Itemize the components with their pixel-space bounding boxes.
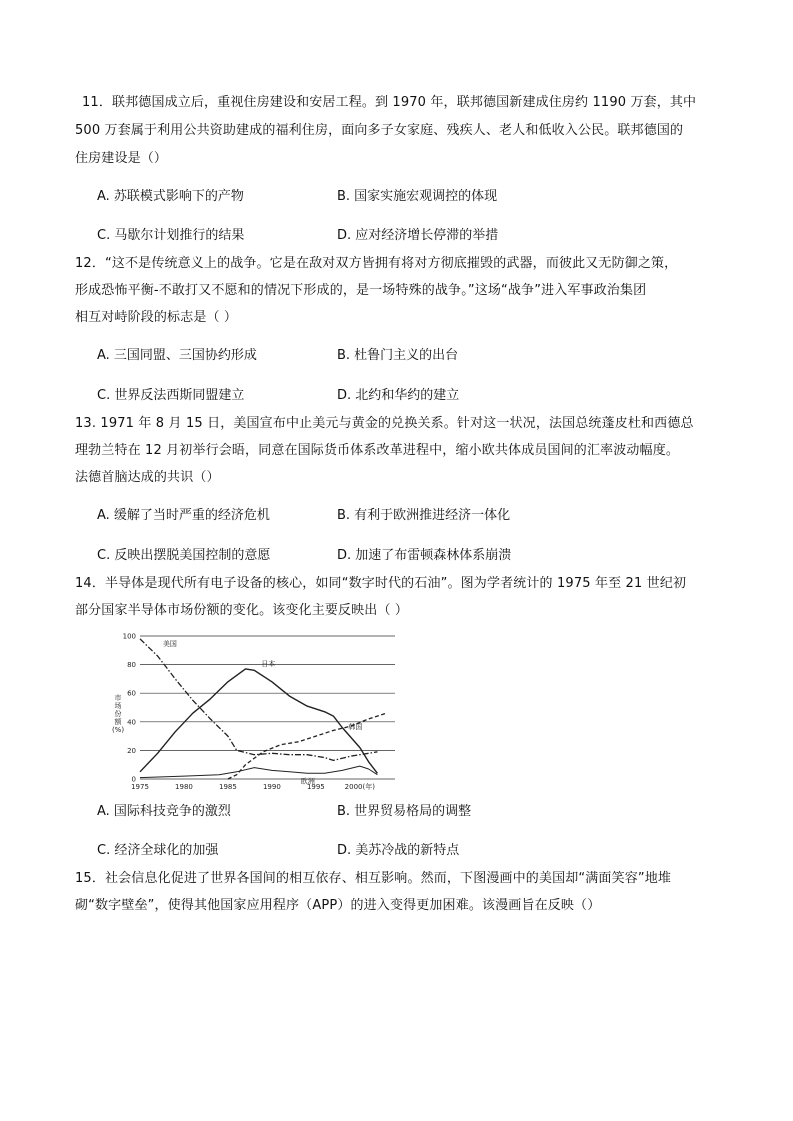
y-tick-label: 0	[131, 775, 136, 784]
q12-option-c[interactable]: C. 世界反法西斯同盟建立	[97, 388, 245, 403]
chart-y-axis-label	[112, 693, 124, 734]
q12-option-d[interactable]: D. 北约和华约的建立	[337, 388, 460, 403]
series-label-2: 韩国	[348, 722, 363, 731]
series-line-3	[140, 766, 377, 778]
q13-stem-line-3: 法德首脑达成的共识（）	[75, 470, 220, 485]
series-line-0	[140, 639, 377, 761]
q14-option-b[interactable]: B. 世界贸易格局的调整	[337, 804, 472, 819]
x-tick-label: 1985	[219, 783, 237, 791]
y-tick-label: 40	[127, 718, 136, 727]
series-line-1	[140, 669, 377, 773]
q11-stem-line-1: 11．联邦德国成立后，重视住房建设和安居工程。到 1970 年，联邦德国新建成住房约 1190 万套，其中	[82, 95, 697, 110]
chart-x-ticks	[131, 782, 375, 791]
q15-stem-line-1: 15．社会信息化促进了世界各国间的相互依存、相互影响。然而，下图漫画中的美国却“满面笑容”地堆	[75, 871, 672, 886]
x-tick-label: 1995	[306, 783, 325, 791]
series-label-1: 日本	[261, 660, 276, 669]
q11-option-d[interactable]: D. 应对经济增长停滞的举措	[337, 228, 499, 243]
chart-series-labels	[163, 639, 363, 785]
q15-stem-line-2: 砌“数字壁垒”，使得其他国家应用程序（APP）的进入变得更加困难。该漫画旨在反映（）	[75, 898, 601, 913]
q12-stem-line-2: 形成恐怖平衡-不敢打又不愿和的情况下形成的，是一场特殊的战争。”这场“战争”进入军事政治集团	[75, 283, 647, 298]
y-tick-label: 20	[127, 746, 136, 755]
q11-option-a[interactable]: A. 苏联模式影响下的产物	[97, 189, 244, 204]
q13-option-c[interactable]: C. 反映出摆脱美国控制的意愿	[97, 548, 271, 563]
x-tick-label: 1990	[262, 783, 281, 791]
q13-stem-line-1: 13. 1971 年 8 月 15 日，美国宣布中止美元与黄金的兑换关系。针对这一状况，法国总统蓬皮杜和西德总	[75, 416, 694, 431]
series-line-2	[228, 713, 386, 779]
chart-y-ticks	[123, 633, 136, 784]
q11-stem-line-3: 住房建设是（）	[75, 151, 168, 166]
semiconductor-share-chart	[110, 628, 410, 793]
series-label-3: 欧洲	[300, 777, 315, 786]
q14-option-d[interactable]: D. 美苏冷战的新特点	[337, 843, 460, 858]
q12-option-a[interactable]: A. 三国同盟、三国协约形成	[97, 348, 257, 363]
y-axis-label: 市场份额(%)	[111, 694, 125, 734]
x-tick-label: 1980	[175, 783, 193, 791]
q12-stem-line-1: 12．“这不是传统意义上的战争。它是在敌对双方皆拥有将对方彻底摧毁的武器，而彼此又无防御之策，	[75, 256, 678, 271]
q14-stem-line-1: 14．半导体是现代所有电子设备的核心，如同“数字时代的石油”。图为学者统计的 1975 年至 21 世纪初	[75, 576, 687, 591]
q14-option-c[interactable]: C. 经济全球化的加强	[97, 843, 219, 858]
x-tick-label: 1975	[131, 783, 149, 791]
y-tick-label: 60	[127, 689, 136, 698]
q13-option-d[interactable]: D. 加速了布雷顿森林体系崩溃	[337, 548, 512, 563]
q12-stem-line-3: 相互对峙阶段的标志是（ ）	[75, 310, 238, 325]
q11-option-b[interactable]: B. 国家实施宏观调控的体现	[337, 189, 498, 204]
q11-option-c[interactable]: C. 马歇尔计划推行的结果	[97, 228, 245, 243]
q13-option-a[interactable]: A. 缓解了当时严重的经济危机	[97, 508, 270, 523]
y-tick-label: 80	[127, 661, 136, 670]
y-tick-label: 100	[122, 632, 136, 641]
chart-grid	[140, 636, 395, 779]
q14-stem-line-2: 部分国家半导体市场份额的变化。该变化主要反映出（ ）	[75, 603, 409, 618]
q12-option-b[interactable]: B. 杜鲁门主义的出台	[337, 348, 459, 363]
series-label-0: 美国	[162, 640, 177, 649]
q13-option-b[interactable]: B. 有利于欧洲推进经济一体化	[337, 508, 511, 523]
x-tick-label: 2000(年)	[344, 783, 375, 791]
q14-option-a[interactable]: A. 国际科技竞争的激烈	[97, 804, 231, 819]
q11-stem-line-2: 500 万套属于利用公共资助建成的福利住房，面向多子女家庭、残疾人、老人和低收入公民。联邦德国的	[75, 123, 684, 138]
q13-stem-line-2: 理勃兰特在 12 月初举行会晤，同意在国际货币体系改革进程中，缩小欧共体成员国间的汇率波动幅度。	[75, 443, 680, 458]
